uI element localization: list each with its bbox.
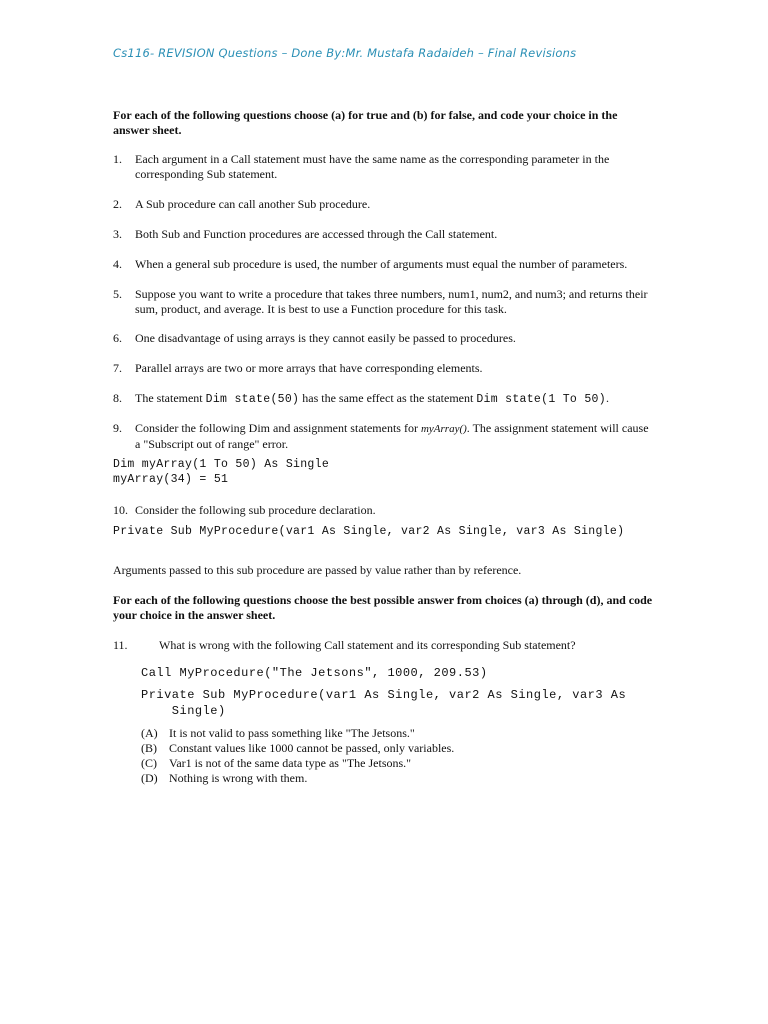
question-9: [113, 421, 653, 451]
inline-code: Dim state(1 To 50): [476, 393, 606, 406]
question-number: 11.: [113, 638, 128, 652]
question-8: [113, 391, 653, 408]
question-5: [113, 287, 653, 316]
question-2: [113, 197, 653, 212]
code-block-q9: Dim myArray(1 To 50) As Single myArray(34) = 51: [113, 458, 330, 486]
question-text: [135, 391, 653, 408]
option-text: Var1 is not of the same data type as "The Jetsons.": [169, 756, 412, 770]
code-sub-statement: Private Sub MyProcedure(var1 As Single, var2 As Single, var3 As Single): [141, 688, 627, 718]
question-text: [135, 421, 653, 451]
question-text: Both Sub and Function procedures are accessed through the Call statement.: [135, 227, 498, 241]
question-text: Each argument in a Call statement must have the same name as the corresponding parameter in the corresponding Sub statement.: [135, 152, 610, 181]
option-label: (C): [141, 756, 157, 770]
question-4: [113, 257, 653, 272]
question-number: 4.: [113, 257, 122, 271]
option-d: [141, 771, 307, 786]
question-number: 10.: [113, 503, 128, 517]
question-text-part: . The assignment statement will cause a "Subscript out of range" error.: [135, 421, 649, 451]
question-10: [113, 503, 653, 518]
question-text-part: Consider the following Dim and assignment statements for: [135, 421, 421, 435]
question-number: 3.: [113, 227, 122, 241]
question-text-part: The statement: [135, 391, 206, 405]
section2-instructions: For each of the following questions choose the best possible answer from choices (a) through (d), and code your choice in the answer sheet.: [113, 593, 653, 622]
question-text: A Sub procedure can call another Sub procedure.: [135, 197, 371, 211]
inline-code: Dim state(50): [205, 393, 300, 406]
option-text: Nothing is wrong with them.: [169, 771, 308, 785]
question-text-part: .: [605, 391, 609, 405]
question-text: One disadvantage of using arrays is they cannot easily be passed to procedures.: [135, 331, 516, 345]
question-text: Parallel arrays are two or more arrays that have corresponding elements.: [135, 361, 483, 375]
option-text: It is not valid to pass something like "The Jetsons.": [169, 726, 415, 740]
option-b: [141, 741, 454, 756]
option-label: (A): [141, 726, 158, 740]
question-text: Suppose you want to write a procedure that takes three numbers, num1, num2, and num3; and returns their sum, product, and average. It is best to use a Function procedure for this task.: [135, 287, 648, 316]
question-number: 7.: [113, 361, 122, 375]
italic-identifier: myArray(): [420, 423, 467, 435]
question-number: 6.: [113, 331, 122, 345]
question-10-followup: Arguments passed to this sub procedure are passed by value rather than by reference.: [113, 563, 522, 577]
option-a: [141, 726, 415, 741]
question-text: When a general sub procedure is used, the number of arguments must equal the number of parameters.: [135, 257, 628, 271]
option-text: Constant values like 1000 cannot be passed, only variables.: [169, 741, 455, 755]
question-1: [113, 152, 653, 181]
option-label: (B): [141, 741, 157, 755]
question-text: Consider the following sub procedure declaration.: [135, 503, 376, 517]
question-number: 1.: [113, 152, 122, 166]
option-label: (D): [141, 771, 158, 785]
question-11-text: What is wrong with the following Call statement and its corresponding Sub statement?: [159, 638, 576, 652]
question-number: 2.: [113, 197, 122, 211]
question-number: 5.: [113, 287, 122, 301]
section1-instructions: For each of the following questions choose (a) for true and (b) for false, and code your choice in the answer sheet.: [113, 108, 618, 137]
question-7: [113, 361, 653, 376]
page-header: Cs116- REVISION Questions – Done By:Mr. Mustafa Radaideh – Final Revisions: [113, 46, 577, 60]
question-text-part: has the same effect as the statement: [299, 391, 477, 405]
question-number: 8.: [113, 391, 122, 405]
question-number: 9.: [113, 421, 122, 435]
code-block-q10: Private Sub MyProcedure(var1 As Single, var2 As Single, var3 As Single): [113, 525, 625, 538]
option-c: [141, 756, 411, 771]
question-3: [113, 227, 653, 242]
code-call-statement: Call MyProcedure("The Jetsons", 1000, 209.53): [141, 666, 488, 680]
question-6: [113, 331, 653, 346]
